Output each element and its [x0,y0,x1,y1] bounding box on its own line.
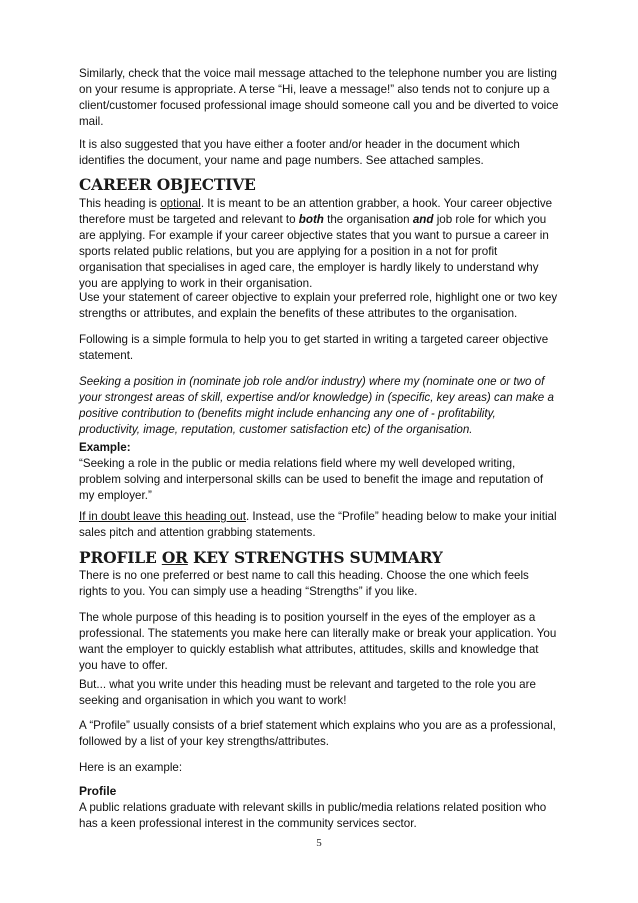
heading-run: KEY STRENGTHS SUMMARY [187,548,443,567]
text-run: . Instead, use the “Profile” heading below to make your initial sales pitch and attention grabbing statements. [79,510,557,539]
statement-usage-paragraph: Use your statement of career objective to explain your preferred role, highlight one or two key strengths or attributes, and explain the benefits of these attributes to the organisation. [79,291,558,320]
preferred-name-paragraph: There is no one preferred or best name to call this heading. Choose the one which feels rights to you. You can simply use a heading “Strengths” if you like. [79,569,529,598]
example-label: Example: [79,441,131,454]
example-intro-paragraph: Here is an example: [79,761,183,774]
if-in-doubt-underlined-text: If in doubt leave this heading out [79,510,246,523]
heading-or-underlined: OR [161,548,188,567]
both-emphasis-text: both [298,213,324,226]
purpose-paragraph: The whole purpose of this heading is to position yourself in the eyes of the employer as a professional. The statements you make here can literally make or break your application. You want the employer to quickly establish what attributes, attitudes, skills and knowledge that you have to offer. [79,611,557,672]
text-run: the organisation [323,213,413,226]
text-run: job role for which you are applying. For example if your career objective states that you want to pursue a career in sports related public relations, but you are applying for a position in a not for profit organisation that specialises in aged care, the employer is hardly likely to understand why you are applying to work in their organisation. [79,213,549,290]
footer-header-paragraph: It is also suggested that you have either a footer and/or header in the document which identifies the document, your name and page numbers. See attached samples. [79,138,520,167]
formula-template-paragraph: Seeking a position in (nominate job role and/or industry) where my (nominate one or two of your strongest areas of skill, expertise and/or knowledge) in (specific, key areas) can make a positive contribution to (benefits might include enhancing any one of - profitability, productivity, image, reputation, customer satisfaction etc) of the organisation. [79,375,554,436]
page-number: 5 [316,837,322,849]
career-objective-heading: CAREER OBJECTIVE [79,175,256,194]
profile-label: Profile [79,784,117,798]
profile-example-paragraph: A public relations graduate with relevant skills in public/media relations related position who has a keen professional interest in the community services sector. [79,801,547,830]
text-run: . It is meant to be an attention grabber, a hook. Your career objective therefore must be targeted and relevant to [79,197,553,226]
heading-run: PROFILE [79,548,162,567]
if-in-doubt-paragraph [79,509,559,541]
text-run: This heading is [79,197,161,210]
formula-intro-paragraph: Following is a simple formula to help you to get started in writing a targeted career objective statement. [79,333,549,362]
optional-underlined-text: optional [160,197,201,210]
and-emphasis-text: and [412,213,434,226]
example-quote-paragraph: “Seeking a role in the public or media relations field where my well developed writing, problem solving and interpersonal skills can be used to benefit the image and reputation of my employer.” [79,457,544,502]
voicemail-paragraph: Similarly, check that the voice mail message attached to the telephone number you are listing on your resume is appropriate. A terse “Hi, leave a message!” also tends not to conjure up a client/customer focused professional image should someone call you and be diverted to voice mail. [79,67,559,128]
career-objective-intro-paragraph [79,196,559,292]
profile-description-paragraph: A “Profile” usually consists of a brief statement which explains who you are as a professional, followed by a list of your key strengths/attributes. [79,719,556,748]
relevance-paragraph: But... what you write under this heading must be relevant and targeted to the role you are seeking and organisation in which you want to work! [79,678,536,707]
profile-heading [79,548,559,568]
